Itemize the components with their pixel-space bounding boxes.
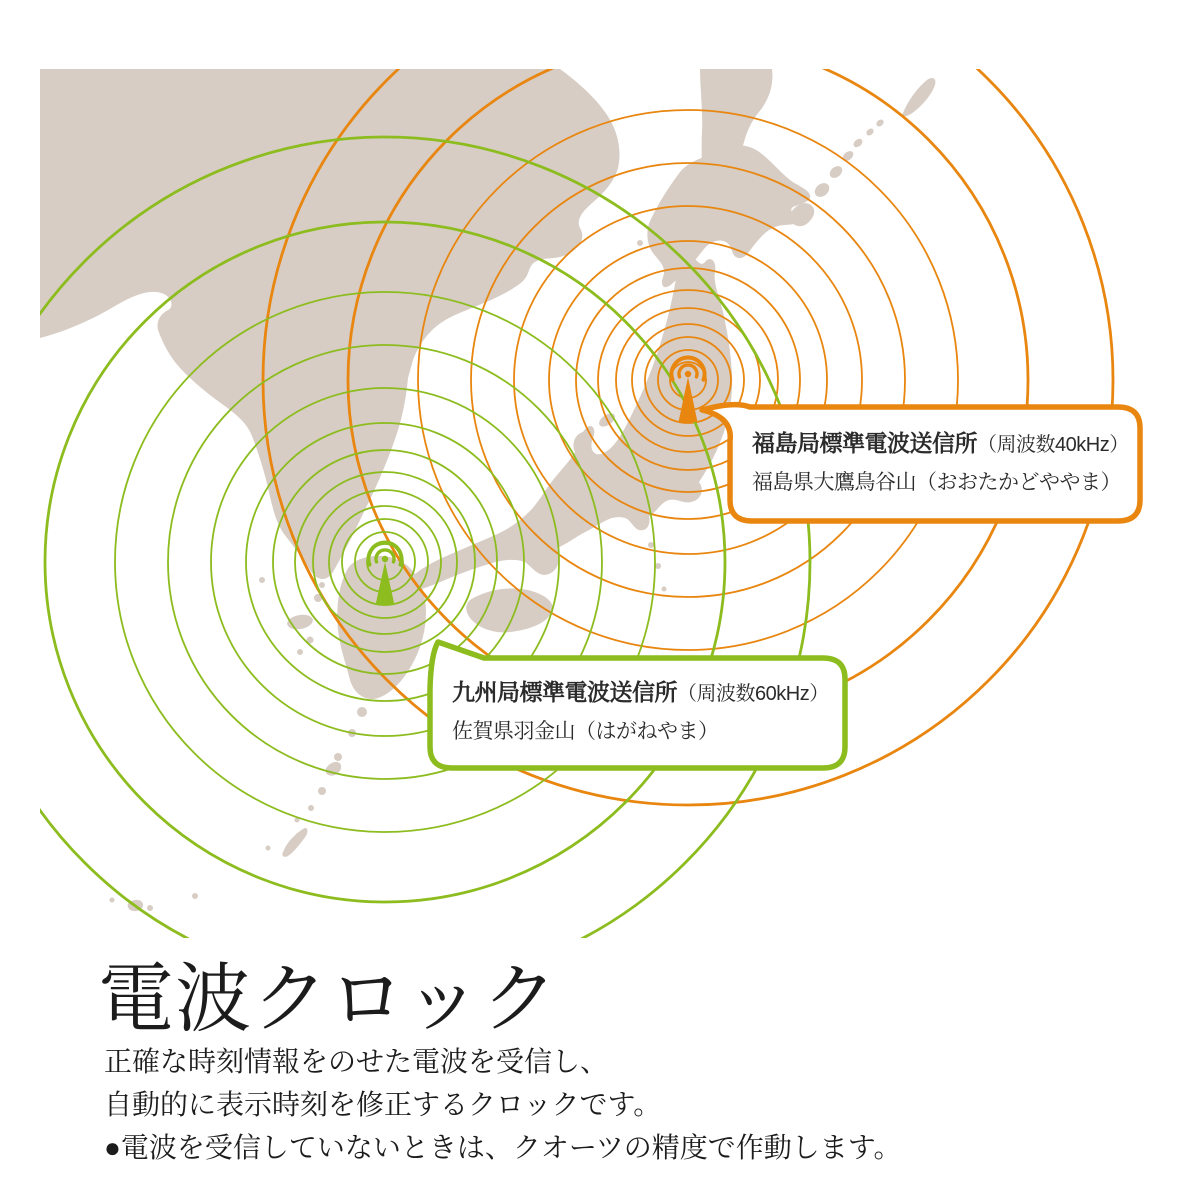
station-name-kyushu: 九州局標準電波送信所 bbox=[452, 679, 677, 705]
description-line-1: 正確な時刻情報をのせた電波を受信し、 bbox=[104, 1046, 609, 1077]
station-location-fukushima: 福島県大鷹鳥谷山（おおたかどややま） bbox=[752, 471, 1121, 494]
description-line-2: 自動的に表示時刻を修正するクロックです。 bbox=[104, 1089, 662, 1120]
station-frequency-kyushu: （周波数60kHz） bbox=[677, 683, 829, 705]
description-line-3: ●電波を受信していないときは、クオーツの精度で作動します。 bbox=[104, 1132, 902, 1163]
callout-label-fukushima bbox=[752, 407, 1132, 521]
callout-label-kyushu bbox=[452, 658, 838, 768]
page-title: 電波クロック bbox=[98, 957, 559, 1042]
station-frequency-fukushima: （周波数40kHz） bbox=[977, 434, 1129, 456]
station-location-kyushu: 佐賀県羽金山（はがねやま） bbox=[452, 720, 719, 743]
description bbox=[104, 1040, 1164, 1169]
station-name-fukushima: 福島局標準電波送信所 bbox=[752, 430, 977, 456]
